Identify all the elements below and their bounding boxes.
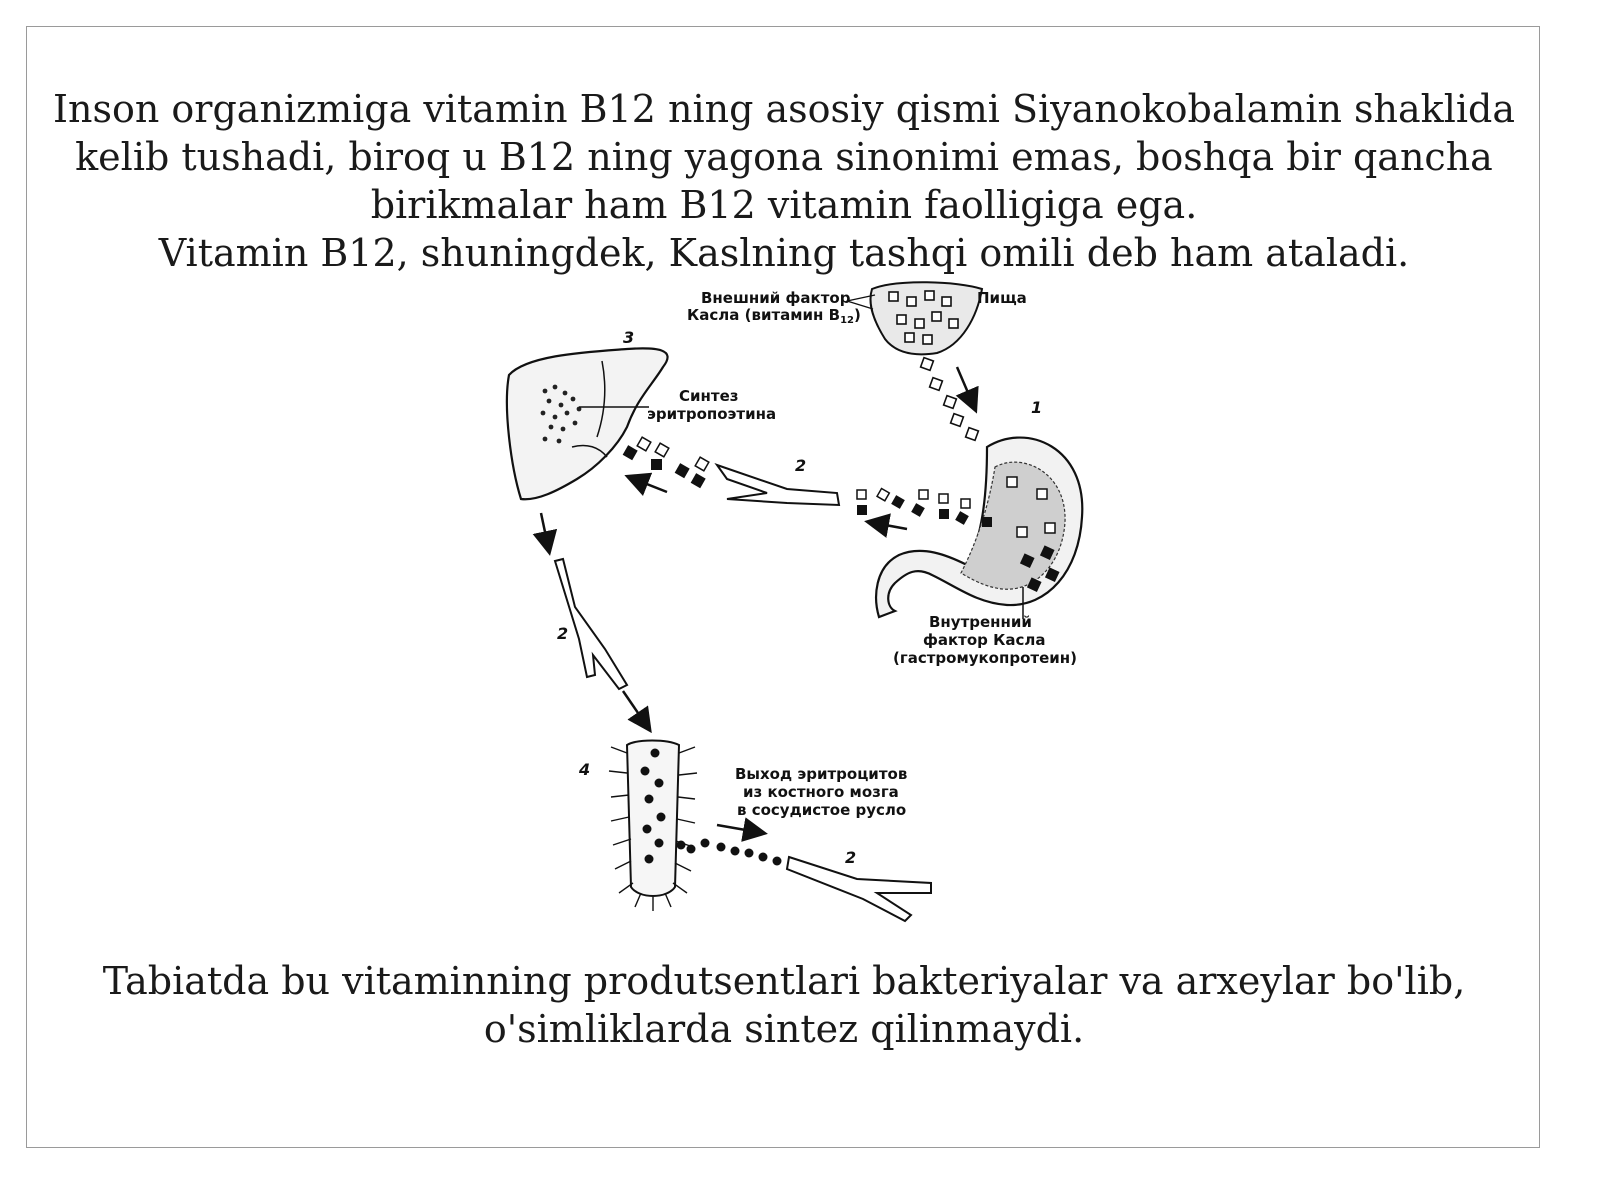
label-num-marrow: 4: [579, 760, 591, 779]
label-num-vessel-upper: 2: [795, 456, 807, 475]
label-intrinsic-factor-line2: фактор Касла: [923, 631, 1046, 649]
blood-vessel-upper: [717, 465, 839, 505]
arrow-food-to-stomach: [957, 367, 975, 409]
label-extrinsic-factor-line1: Внешний фактор: [701, 289, 851, 307]
conclusion-paragraph: [27, 957, 1541, 1053]
label-intrinsic-factor-line3: (гастромукопротеин): [893, 649, 1077, 667]
label-exit-line3: в сосудистое русло: [737, 801, 907, 819]
label-synthesis-line2: эритропоэтина: [647, 405, 777, 423]
arrow-liver-to-vessel: [541, 513, 549, 551]
label-num-liver: 3: [623, 328, 635, 347]
erythrocyte-particles: [677, 839, 782, 866]
label-exit-line2: из костного мозга: [743, 783, 899, 801]
label-extrinsic-factor-line2: Касла (витамин $B_{12}$): [687, 306, 861, 326]
intro-line-3: birikmalar ham B12 vitamin faolligiga ega.: [370, 183, 1198, 227]
conclusion-line-1: Tabiatda bu vitaminning produtsentlari bakteriyalar va arxeylar bo'lib,: [102, 959, 1466, 1003]
intro-line-2: kelib tushadi, biroq u B12 ning yagona sinonimi emas, boshqa bir qancha: [75, 135, 1493, 179]
label-food: Пища: [977, 289, 1027, 307]
label-num-vessel-left: 2: [557, 624, 569, 643]
food-illustration: [870, 282, 982, 354]
arrow-vessel-to-marrow: [623, 691, 649, 729]
bone-marrow-illustration: [609, 741, 697, 912]
arrow-vessel-to-liver: [629, 477, 667, 492]
slide: [26, 26, 1540, 1148]
vitamin-complex-particles-to-vessel: [857, 489, 992, 527]
arrow-marrow-to-bloodstream: [717, 825, 763, 833]
label-num-vessel-lower: 2: [845, 848, 857, 867]
liver-illustration: [507, 348, 668, 499]
label-intrinsic-factor-line1: Внутренний: [929, 613, 1032, 631]
label-exit-line1: Выход эритроцитов: [735, 765, 908, 783]
label-num-stomach: 1: [1031, 398, 1043, 417]
conclusion-line-2: o'simliklarda sintez qilinmaydi.: [483, 1007, 1085, 1051]
intro-line-1: Inson organizmiga vitamin B12 ning asosiy qismi Siyanokobalamin shaklida: [53, 87, 1515, 131]
label-synthesis-line1: Синтез: [679, 387, 739, 405]
intro-line-4: Vitamin B12, shuningdek, Kaslning tashqi omili deb ham ataladi.: [158, 231, 1410, 275]
blood-vessel-lower: [787, 857, 931, 921]
arrow-stomach-to-vessel: [869, 522, 907, 529]
